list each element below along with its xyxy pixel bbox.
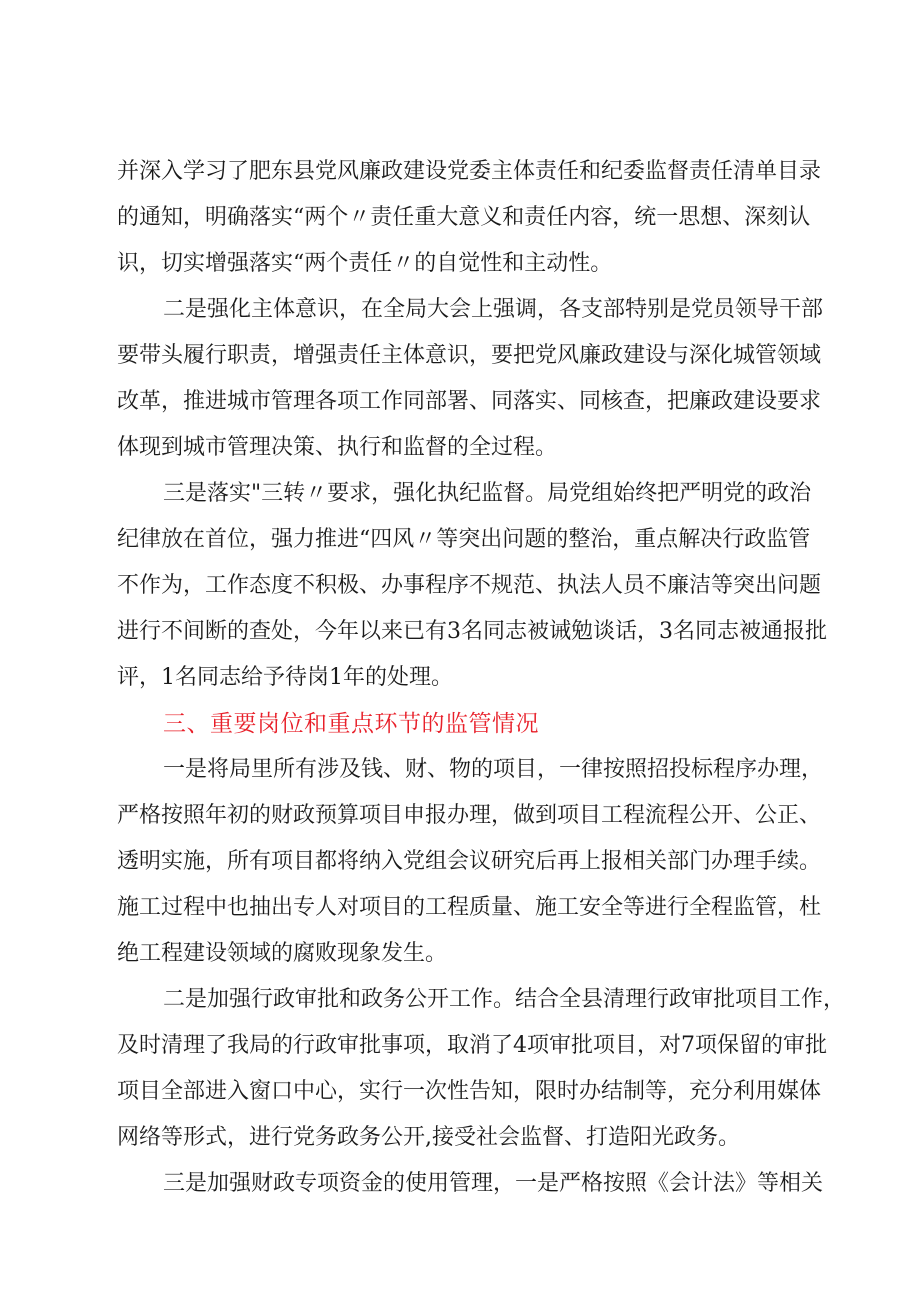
paragraph-2-line-2: 要带头履行职责，增强责任主体意识，要把党风廉政建设与深化城管领域 <box>117 343 822 368</box>
paragraph-1-line-1: 并深入学习了肥东县党风廉政建设党委主体责任和纪委监督责任清单目录 <box>117 159 822 184</box>
paragraph-3-line-2: 纪律放在首位，强力推进“四风〃等突出问题的整治，重点解决行政监管 <box>117 527 811 552</box>
paragraph-2-line-4: 体现到城市管理决策、执行和监督的全过程。 <box>117 435 558 460</box>
paragraph-2-line-3: 改革，推进城市管理各项工作同部署、同落实、同核查，把廉政建设要求 <box>117 389 822 414</box>
paragraph-2-line-1: 二是强化主体意识，在全局大会上强调，各支部特别是党员领导干部 <box>163 297 824 322</box>
paragraph-5-line-1: 二是加强行政审批和政务公开工作。结合全县清理行政审批项目工作， <box>163 987 846 1012</box>
paragraph-3-line-3: 不作为，工作态度不积极、办事程序不规范、执法人员不廉洁等突出问题 <box>117 573 822 598</box>
paragraph-4-line-3: 透明实施，所有项目都将纳入党组会议研究后再上报相关部门办理手续。 <box>117 849 822 874</box>
paragraph-5-line-3: 项目全部进入窗口中心，实行一次性告知，限时办结制等，充分利用媒体 <box>117 1079 822 1104</box>
paragraph-4-line-2: 严格按照年初的财政预算项目申报办理，做到项目工程流程公开、公正、 <box>117 803 822 828</box>
paragraph-1-line-2: 的通知，明确落实“两个〃责任重大意义和责任内容，统一思想、深刻认 <box>117 205 811 230</box>
paragraph-4-line-4: 施工过程中也抽出专人对项目的工程质量、施工安全等进行全程监管，杜 <box>117 895 822 920</box>
paragraph-5-line-2: 及时清理了我局的行政审批事项，取消了4项审批项目，对7项保留的审批 <box>117 1033 827 1058</box>
paragraph-3-line-5: 评，1名同志给予待岗1年的处理。 <box>117 665 453 690</box>
paragraph-5-line-4: 网络等形式，进行党务政务公开,接受社会监督、打造阳光政务。 <box>117 1125 740 1150</box>
paragraph-3-line-4: 进行不间断的查处，今年以来已有3名同志被诫勉谈话，3名同志被通报批 <box>117 619 827 644</box>
paragraph-3-line-1: 三是落实"三转〃要求，强化执纪监督。局党组始终把严明党的政治 <box>163 481 812 506</box>
paragraph-1-line-3: 识，切实增强落实“两个责任〃的自觉性和主动性。 <box>117 251 613 276</box>
paragraph-4-line-1: 一是将局里所有涉及钱、财、物的项目，一律按照招投标程序办理， <box>163 757 824 782</box>
paragraph-4-line-5: 绝工程建设领域的腐败现象发生。 <box>117 941 448 966</box>
paragraph-6-line-1: 三是加强财政专项资金的使用管理，一是严格按照《会计法》等相关 <box>163 1171 824 1196</box>
section-heading: 三、重要岗位和重点环节的监管情况 <box>163 711 539 737</box>
